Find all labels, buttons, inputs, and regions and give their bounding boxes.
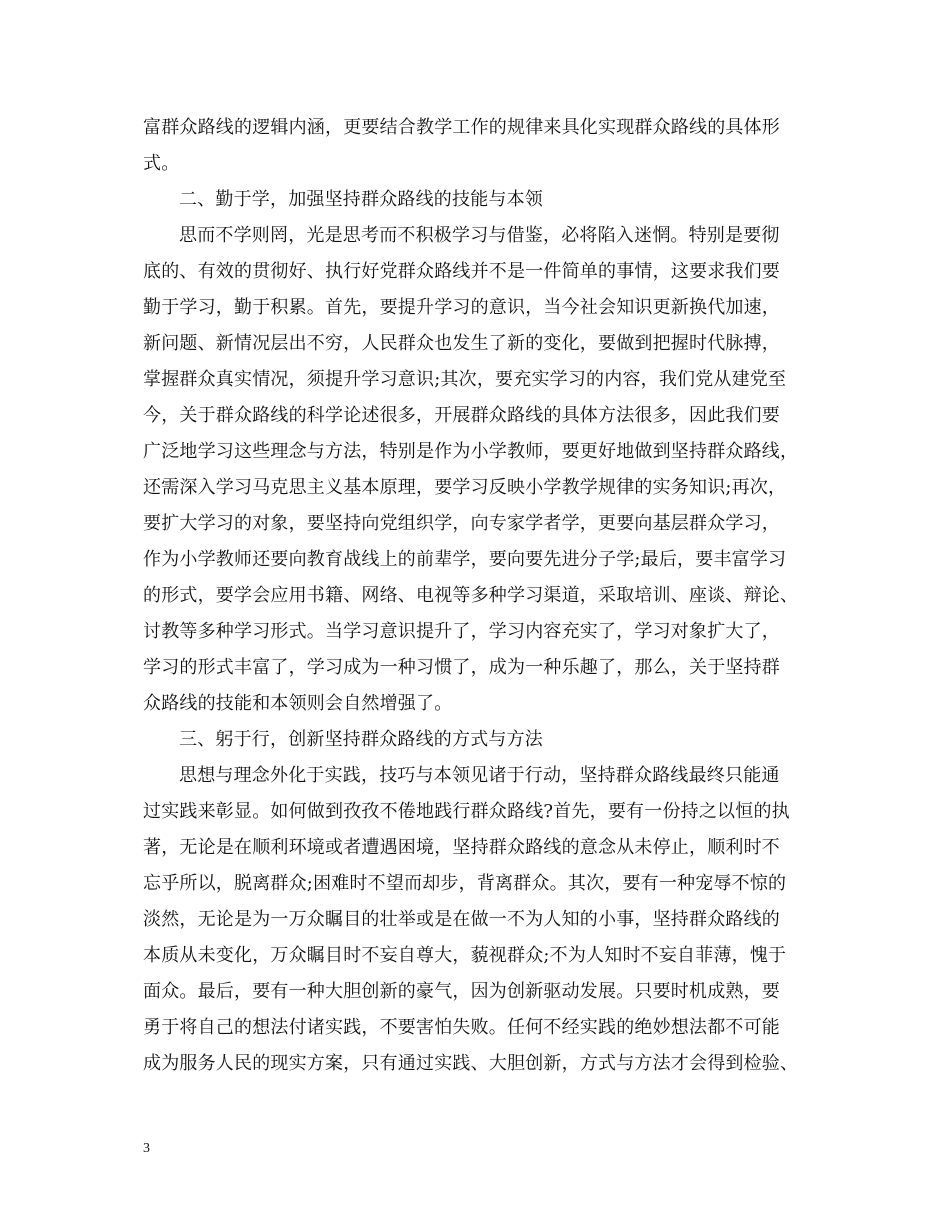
text-line: 面众。最后，要有一种大胆创新的豪气，因为创新驱动发展。只要时机成熟，要: [143, 981, 780, 1002]
text-line: 成为服务人民的现实方案，只有通过实践、大胆创新，方式与方法才会得到检验、: [143, 1053, 799, 1074]
text-line: 本质从未变化，万众瞩目时不妄自尊大，藐视群众;不为人知时不妄自菲薄，愧于: [143, 945, 787, 966]
text-line: 思想与理念外化于实践，技巧与本领见诸于行动，坚持群众路线最终只能通: [179, 765, 780, 786]
body-text: [143, 110, 823, 1082]
text-line: 勇于将自己的想法付诸实践，不要害怕失败。任何不经实践的绝妙想法都不可能: [143, 1017, 780, 1038]
text-line: 底的、有效的贯彻好、执行好党群众路线并不是一件简单的事情，这要求我们要: [143, 261, 780, 282]
text-line: 众路线的技能和本领则会自然增强了。: [143, 693, 453, 714]
text-line: 今，关于群众路线的科学论述很多，开展群众路线的具体方法很多，因此我们要: [143, 405, 780, 426]
page-number: 3: [143, 1141, 150, 1156]
text-line: 淡然，无论是为一万众瞩目的壮举或是在做一不为人知的小事，坚持群众路线的: [143, 909, 780, 930]
text-line: 忘乎所以，脱离群众;困难时不望而却步，背离群众。其次，要有一种宠辱不惊的: [143, 873, 787, 894]
text-line: 二、勤于学，加强坚持群众路线的技能与本领: [179, 189, 543, 210]
text-line: 式。: [143, 153, 180, 174]
text-line: 的形式，要学会应用书籍、网络、电视等多种学习渠道，采取培训、座谈、辩论、: [143, 585, 799, 606]
text-line: 讨教等多种学习形式。当学习意识提升了，学习内容充实了，学习对象扩大了，: [143, 621, 780, 642]
text-line: 要扩大学习的对象，要坚持向党组织学，向专家学者学，更要向基层群众学习，: [143, 513, 780, 534]
text-line: 过实践来彰显。如何做到孜孜不倦地践行群众路线?首先，要有一份持之以恒的执: [143, 801, 790, 822]
text-line: 新问题、新情况层出不穷，人民群众也发生了新的变化，要做到把握时代脉搏，: [143, 333, 780, 354]
text-line: 广泛地学习这些理念与方法，特别是作为小学教师，要更好地做到坚持群众路线，: [143, 441, 799, 462]
text-line: 学习的形式丰富了，学习成为一种习惯了，成为一种乐趣了，那么，关于坚持群: [143, 657, 780, 678]
text-line: 掌握群众真实情况，须提升学习意识;其次，要充实学习的内容，我们党从建党至: [143, 369, 787, 390]
text-line: 思而不学则罔，光是思考而不积极学习与借鉴，必将陷入迷惘。特别是要彻: [179, 225, 780, 246]
text-line: 富群众路线的逻辑内涵，更要结合教学工作的规律来具化实现群众路线的具体形: [143, 117, 780, 138]
text-line: 作为小学教师还要向教育战线上的前辈学，要向要先进分子学;最后，要丰富学习: [143, 549, 787, 570]
text-line: 三、躬于行，创新坚持群众路线的方式与方法: [179, 729, 543, 750]
text-line: 勤于学习，勤于积累。首先，要提升学习的意识，当今社会知识更新换代加速，: [143, 297, 780, 318]
text-line: 著，无论是在顺利环境或者遭遇困境，坚持群众路线的意念从未停止，顺利时不: [143, 837, 780, 858]
text-line: 还需深入学习马克思主义基本原理，要学习反映小学教学规律的实务知识;再次，: [143, 477, 787, 498]
